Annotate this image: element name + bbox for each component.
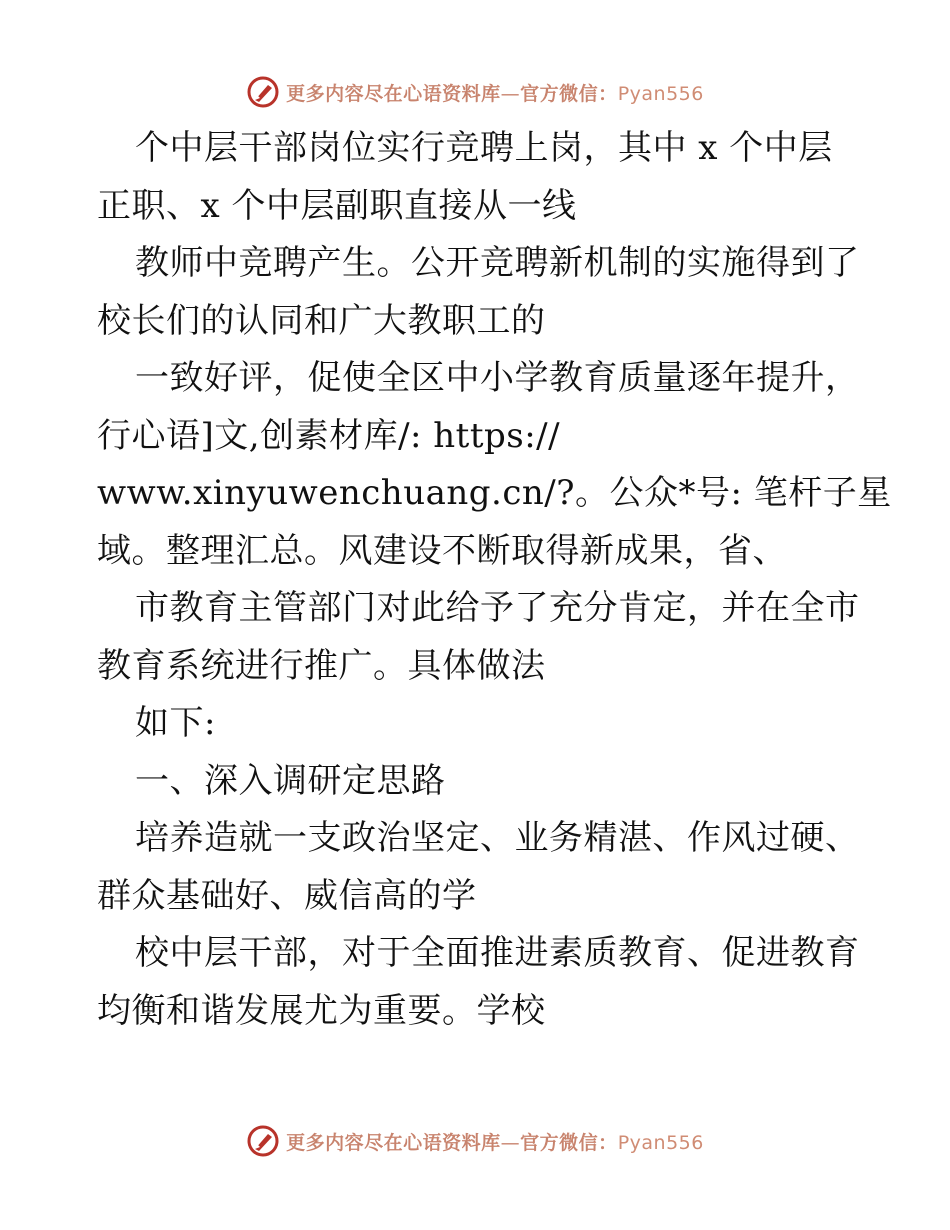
- pen-logo-icon: [246, 1124, 280, 1158]
- text-line: 教师中竞聘产生。公开竞聘新机制的实施得到了: [135, 243, 860, 283]
- document-body: [97, 120, 892, 1040]
- text-line: 正职、x 个中层副职直接从一线: [97, 185, 577, 226]
- footer-wechat-label: 官方微信：: [520, 1131, 618, 1154]
- text-line: 群众基础好、威信高的学: [97, 875, 477, 916]
- footer-banner-text: [286, 1128, 704, 1155]
- footer-wechat-id: Pyan556: [617, 1131, 704, 1154]
- header-banner: [0, 72, 950, 112]
- header-separator: —: [500, 82, 521, 105]
- text-line: 域。整理汇总。风建设不断取得新成果，省、: [97, 530, 787, 571]
- text-line: 如下:: [135, 703, 216, 743]
- text-line: 培养造就一支政治坚定、业务精湛、作风过硬、: [135, 818, 860, 858]
- text-line: 均衡和谐发展尤为重要。学校: [97, 990, 546, 1031]
- text-line: 校长们的认同和广大教职工的: [97, 300, 546, 341]
- text-line: 校中层干部，对于全面推进素质教育、促进教育: [135, 933, 860, 973]
- text-line: 一、深入调研定思路: [135, 760, 446, 801]
- pen-logo-icon: [246, 75, 280, 109]
- footer-banner: [0, 1121, 950, 1161]
- text-line: 个中层干部岗位实行竞聘上岗，其中 x 个中层: [135, 128, 833, 168]
- footer-brand-text: 更多内容尽在心语资料库: [286, 1131, 501, 1154]
- text-line: 教育系统进行推广。具体做法: [97, 645, 546, 686]
- header-brand-text: 更多内容尽在心语资料库: [286, 82, 501, 105]
- text-line: 一致好评，促使全区中小学教育质量逐年提升，: [135, 358, 860, 398]
- text-line: 市教育主管部门对此给予了充分肯定，并在全市: [135, 588, 860, 628]
- header-wechat-label: 官方微信：: [520, 82, 618, 105]
- footer-separator: —: [500, 1131, 521, 1154]
- header-wechat-id: Pyan556: [617, 82, 704, 105]
- header-banner-text: [286, 79, 704, 106]
- text-line: www.xinyuwenchuang.cn/?。公众*号: 笔杆子星: [97, 473, 892, 513]
- text-line: 行心语]文,创素材库/: https://: [97, 415, 561, 456]
